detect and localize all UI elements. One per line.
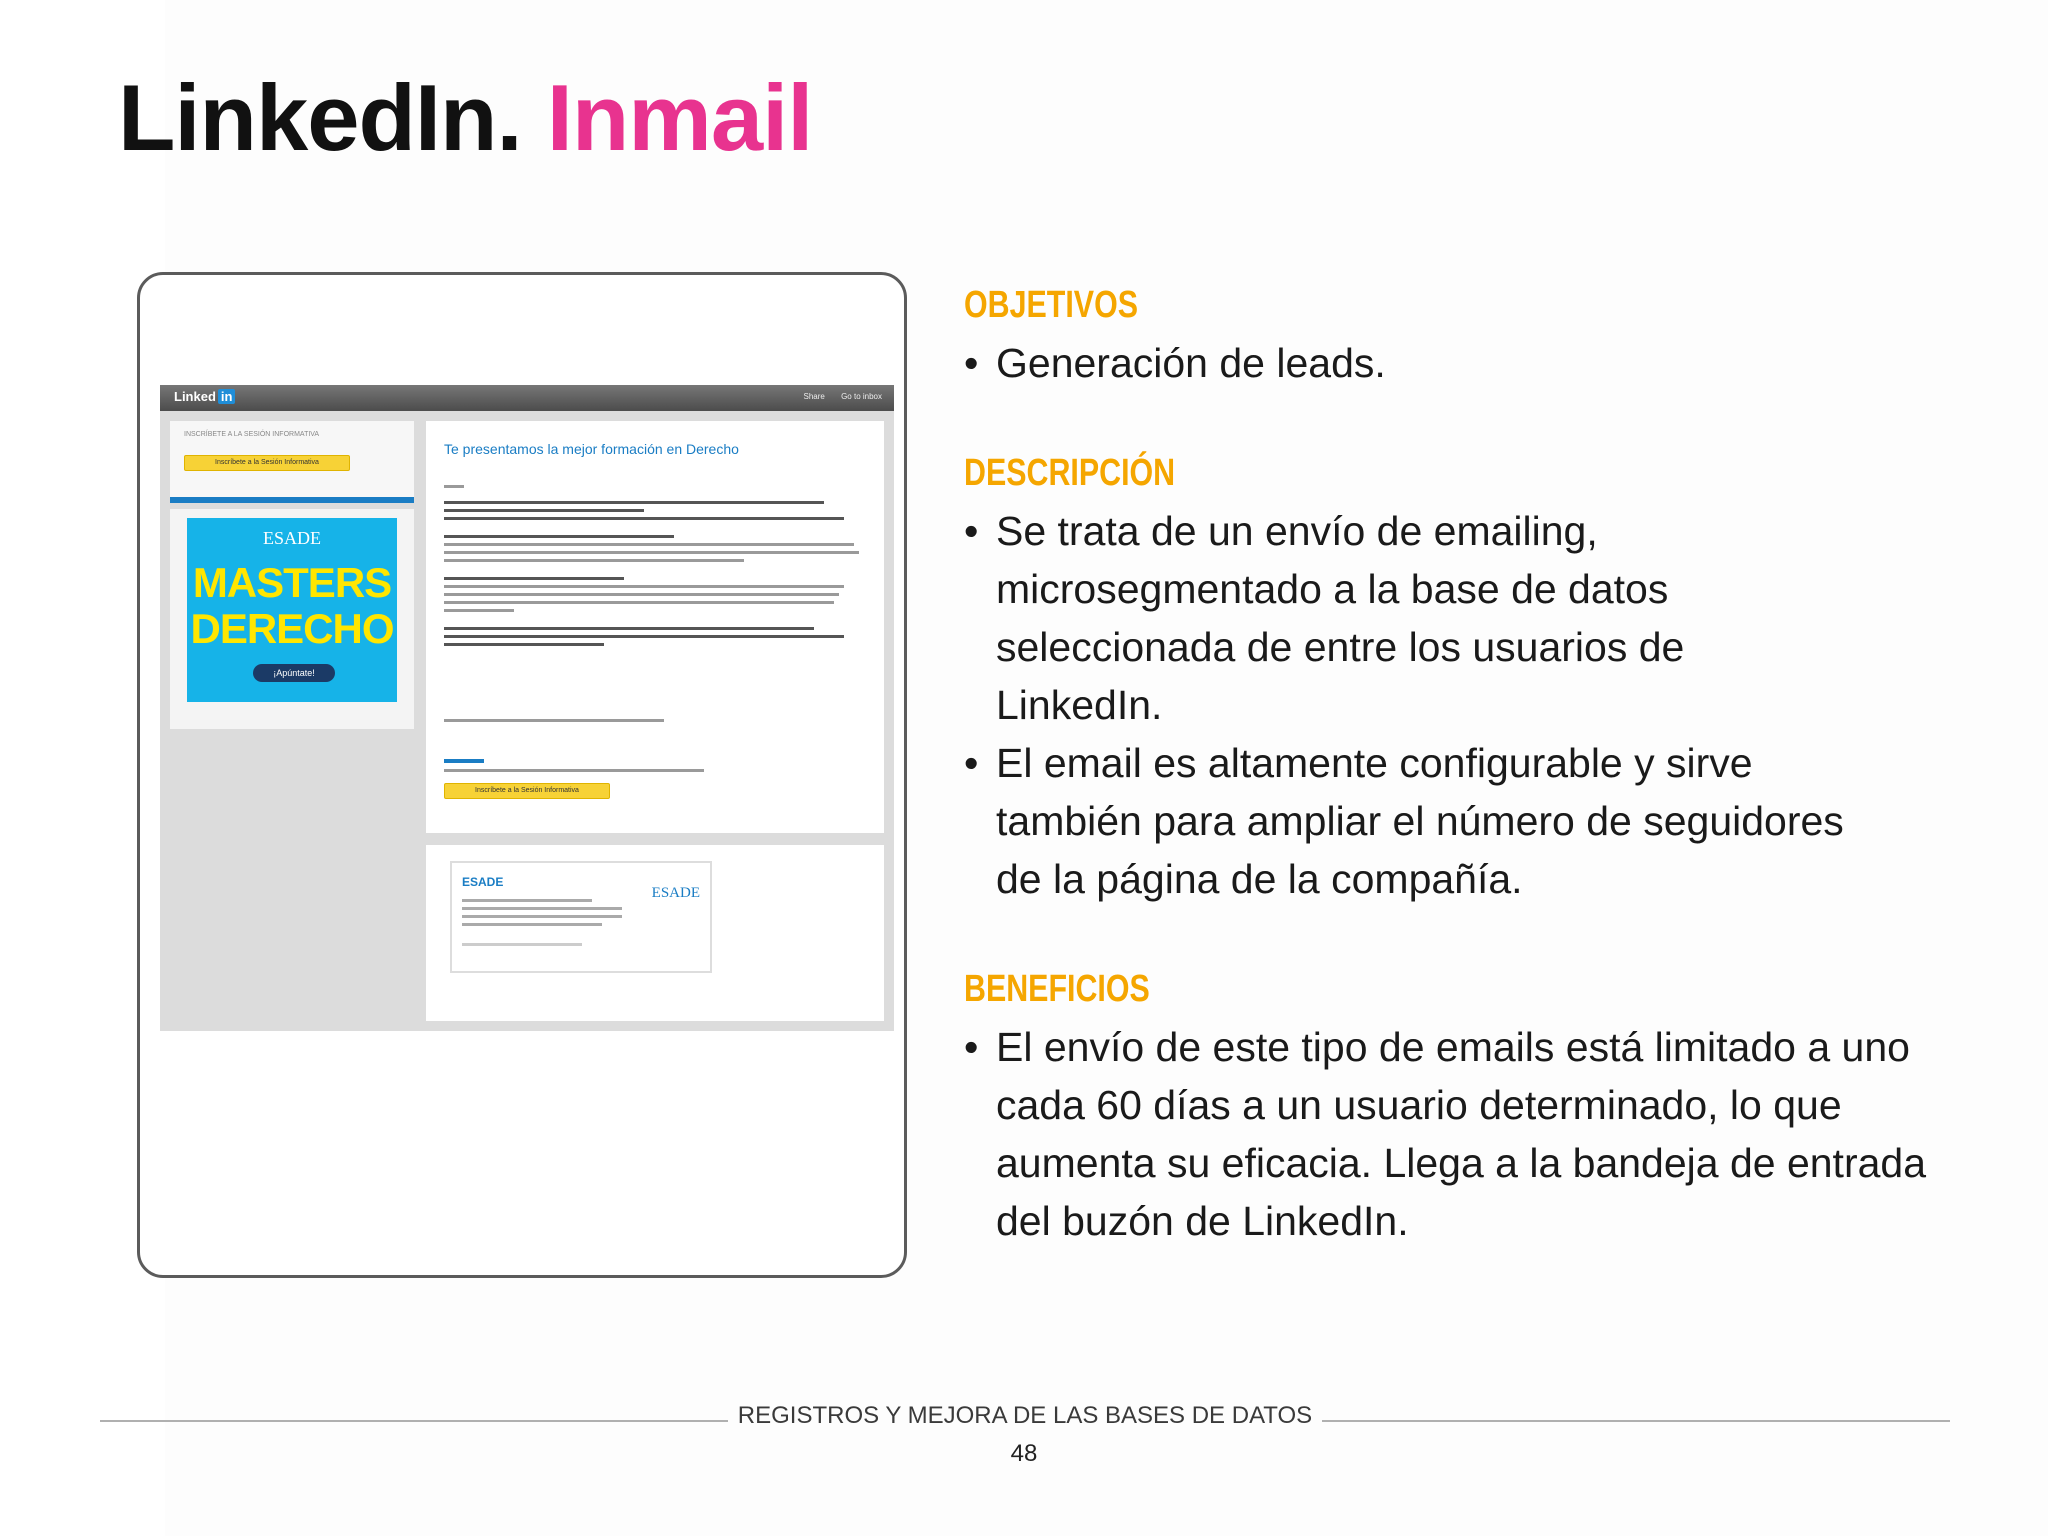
text-line <box>444 593 839 596</box>
bullet-item: • Generación de leads. <box>964 334 2024 392</box>
share-link[interactable]: Share <box>803 392 825 401</box>
go-to-inbox-link[interactable]: Go to inbox <box>841 392 882 401</box>
section-heading: BENEFICIOS <box>964 968 1150 1010</box>
text-line <box>444 551 859 554</box>
bullet-list <box>964 1018 2024 1250</box>
section-objetivos <box>964 280 2024 392</box>
text-line <box>444 501 824 504</box>
text-line <box>444 577 624 580</box>
ad-headline-line-1: MASTERS <box>192 559 392 606</box>
text-line <box>444 585 844 588</box>
company-card[interactable] <box>450 861 712 973</box>
title-part-1: LinkedIn. <box>118 65 522 170</box>
title-part-2: Inmail <box>546 65 813 170</box>
bullet-item: • Se trata de un envío de emailing, microsegmentado a la base de datos seleccionada de entre los usuarios de LinkedIn. <box>964 502 1816 734</box>
page-number: 48 <box>1010 1440 1038 1467</box>
footer <box>100 1400 1950 1440</box>
text-line <box>444 627 814 630</box>
ad-cta-button[interactable]: ¡Apúntate! <box>253 664 335 682</box>
text-line <box>444 517 844 520</box>
text-line <box>444 543 854 546</box>
sidebar-caption: INSCRÍBETE A LA SESIÓN INFORMATIVA <box>184 431 320 438</box>
esade-masters-ad[interactable] <box>187 518 397 702</box>
text-line <box>462 943 582 946</box>
sidebar-ad-box <box>170 509 414 729</box>
section-descripcion <box>964 448 2024 908</box>
sidebar-signup-card <box>170 421 414 503</box>
linkedin-in-badge: in <box>218 389 236 404</box>
text-line <box>444 635 844 638</box>
linkedin-top-bar <box>160 385 894 411</box>
text-line <box>462 907 622 910</box>
bullet-list <box>964 502 2024 908</box>
footer-label-text: REGISTROS Y MEJORA DE LAS BASES DE DATOS <box>728 1402 1322 1429</box>
sidebar-signup-button[interactable]: Inscríbete a la Sesión Informativa <box>184 455 350 471</box>
company-panel <box>426 845 884 1021</box>
mail-signup-button[interactable]: Inscríbete a la Sesión Informativa <box>444 783 610 799</box>
linkedin-logo-text: Linked <box>174 389 216 404</box>
ad-headline <box>187 560 397 652</box>
text-line <box>444 769 704 772</box>
section-heading: OBJETIVOS <box>964 284 1138 326</box>
section-heading: DESCRIPCIÓN <box>964 452 1176 494</box>
text-line <box>444 485 464 488</box>
bullet-item: • El email es altamente configurable y sirve también para ampliar el número de seguidores de la página de la compañía. <box>964 734 1856 908</box>
company-logo: ESADE <box>651 885 700 901</box>
text-line <box>462 923 602 926</box>
linkedin-inmail-screenshot <box>160 385 894 1031</box>
sender-name <box>444 759 484 763</box>
text-line <box>444 609 514 612</box>
linkedin-logo <box>174 389 235 404</box>
ad-brand: ESADE <box>263 528 321 548</box>
top-bar-links <box>789 392 882 401</box>
footer-label <box>100 1402 1950 1430</box>
text-line <box>444 509 644 512</box>
inmail-subject: Te presentamos la mejor formación en Derecho <box>444 441 739 457</box>
screenshot-frame <box>137 272 907 1278</box>
text-line <box>444 559 744 562</box>
company-name: ESADE <box>462 875 504 889</box>
bullet-item: • El envío de este tipo de emails está limitado a uno cada 60 días a un usuario determinado, lo que aumenta su eficacia. Llega a la bandeja de entrada del buzón de LinkedIn. <box>964 1018 1956 1250</box>
ad-headline-line-2: DERECHO <box>190 605 394 652</box>
text-line <box>444 643 604 646</box>
text-line <box>444 719 664 722</box>
bullet-list <box>964 334 2024 392</box>
content-column <box>964 280 2024 1250</box>
text-line <box>462 899 592 902</box>
section-beneficios <box>964 964 2024 1250</box>
inmail-body <box>426 421 884 833</box>
text-line <box>444 601 834 604</box>
text-line <box>444 535 674 538</box>
slide-title <box>118 62 812 175</box>
text-line <box>462 915 622 918</box>
